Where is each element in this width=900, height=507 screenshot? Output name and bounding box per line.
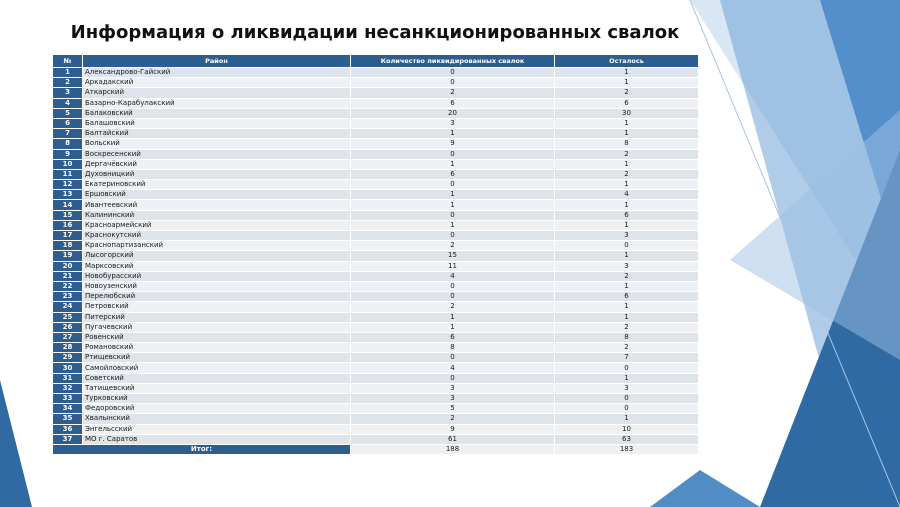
table-row <box>53 241 699 251</box>
liquidated-count: 4 <box>351 271 555 281</box>
remaining-count: 1 <box>555 414 699 424</box>
liquidated-count: 8 <box>351 343 555 353</box>
district-name: Ртищевский <box>83 353 351 363</box>
liquidated-count: 0 <box>351 292 555 302</box>
district-name: Балаковский <box>83 108 351 118</box>
table-row <box>53 363 699 373</box>
table-row <box>53 210 699 220</box>
row-number: 36 <box>53 424 83 434</box>
district-name: Татищевский <box>83 383 351 393</box>
remaining-count: 1 <box>555 200 699 210</box>
table-row <box>53 343 699 353</box>
liquidated-count: 1 <box>351 322 555 332</box>
row-number: 27 <box>53 332 83 342</box>
row-number: 33 <box>53 394 83 404</box>
table-row <box>53 220 699 230</box>
row-number: 5 <box>53 108 83 118</box>
table-row <box>53 302 699 312</box>
table-row <box>53 332 699 342</box>
row-number: 7 <box>53 129 83 139</box>
remaining-count: 2 <box>555 88 699 98</box>
district-name: Вольский <box>83 139 351 149</box>
row-number: 34 <box>53 404 83 414</box>
liquidated-count: 1 <box>351 312 555 322</box>
district-name: Перелюбский <box>83 292 351 302</box>
liquidated-count: 2 <box>351 414 555 424</box>
liquidated-count: 1 <box>351 129 555 139</box>
remaining-count: 1 <box>555 78 699 88</box>
district-name: Екатериновский <box>83 180 351 190</box>
district-name: Петровский <box>83 302 351 312</box>
row-number: 11 <box>53 169 83 179</box>
table-row <box>53 261 699 271</box>
district-name: Новобурасский <box>83 271 351 281</box>
page-title: Информация о ликвидации несанкционированных свалок <box>70 22 680 43</box>
table-row <box>53 190 699 200</box>
header-district: Район <box>83 55 351 68</box>
district-name: Ершовский <box>83 190 351 200</box>
header-liquidated: Количество ликвидированных свалок <box>351 55 555 68</box>
remaining-count: 6 <box>555 292 699 302</box>
liquidated-count: 3 <box>351 394 555 404</box>
row-number: 25 <box>53 312 83 322</box>
remaining-count: 2 <box>555 169 699 179</box>
row-number: 4 <box>53 98 83 108</box>
district-name: Самойловский <box>83 363 351 373</box>
row-number: 24 <box>53 302 83 312</box>
table-row <box>53 312 699 322</box>
liquidated-count: 0 <box>351 210 555 220</box>
remaining-count: 1 <box>555 159 699 169</box>
row-number: 12 <box>53 180 83 190</box>
table-row <box>53 88 699 98</box>
row-number: 35 <box>53 414 83 424</box>
row-number: 14 <box>53 200 83 210</box>
table-row <box>53 271 699 281</box>
district-name: Балтайский <box>83 129 351 139</box>
total-liquidated: 188 <box>351 444 555 454</box>
liquidated-count: 5 <box>351 404 555 414</box>
landfill-table <box>52 54 699 455</box>
liquidated-count: 1 <box>351 190 555 200</box>
district-name: Базарно-Карабулакский <box>83 98 351 108</box>
table-row <box>53 434 699 444</box>
table-row <box>53 373 699 383</box>
row-number: 2 <box>53 78 83 88</box>
district-name: Марксовский <box>83 261 351 271</box>
liquidated-count: 6 <box>351 332 555 342</box>
table-row <box>53 98 699 108</box>
row-number: 20 <box>53 261 83 271</box>
liquidated-count: 6 <box>351 98 555 108</box>
liquidated-count: 0 <box>351 231 555 241</box>
district-name: Энгельсский <box>83 424 351 434</box>
row-number: 10 <box>53 159 83 169</box>
remaining-count: 1 <box>555 220 699 230</box>
remaining-count: 1 <box>555 129 699 139</box>
remaining-count: 3 <box>555 261 699 271</box>
remaining-count: 2 <box>555 149 699 159</box>
remaining-count: 0 <box>555 394 699 404</box>
liquidated-count: 1 <box>351 159 555 169</box>
liquidated-count: 11 <box>351 261 555 271</box>
district-name: Александрово-Гайский <box>83 68 351 78</box>
table-row <box>53 424 699 434</box>
table-row <box>53 383 699 393</box>
district-name: Духовницкий <box>83 169 351 179</box>
remaining-count: 1 <box>555 302 699 312</box>
remaining-count: 0 <box>555 404 699 414</box>
table-body <box>53 68 699 455</box>
total-remaining: 183 <box>555 444 699 454</box>
remaining-count: 2 <box>555 271 699 281</box>
liquidated-count: 6 <box>351 169 555 179</box>
liquidated-count: 0 <box>351 353 555 363</box>
row-number: 19 <box>53 251 83 261</box>
liquidated-count: 2 <box>351 88 555 98</box>
remaining-count: 63 <box>555 434 699 444</box>
liquidated-count: 0 <box>351 180 555 190</box>
table-row <box>53 139 699 149</box>
district-name: Питерский <box>83 312 351 322</box>
remaining-count: 7 <box>555 353 699 363</box>
remaining-count: 1 <box>555 373 699 383</box>
district-name: МО г. Саратов <box>83 434 351 444</box>
remaining-count: 3 <box>555 231 699 241</box>
district-name: Ивантеевский <box>83 200 351 210</box>
remaining-count: 0 <box>555 363 699 373</box>
table-row <box>53 394 699 404</box>
table-row <box>53 281 699 291</box>
district-name: Дергачёвский <box>83 159 351 169</box>
remaining-count: 30 <box>555 108 699 118</box>
liquidated-count: 9 <box>351 139 555 149</box>
liquidated-count: 20 <box>351 108 555 118</box>
remaining-count: 2 <box>555 322 699 332</box>
row-number: 29 <box>53 353 83 363</box>
row-number: 28 <box>53 343 83 353</box>
district-name: Краснопартизанский <box>83 241 351 251</box>
remaining-count: 1 <box>555 312 699 322</box>
row-number: 13 <box>53 190 83 200</box>
row-number: 23 <box>53 292 83 302</box>
remaining-count: 8 <box>555 139 699 149</box>
remaining-count: 0 <box>555 241 699 251</box>
district-name: Краснокутский <box>83 231 351 241</box>
remaining-count: 10 <box>555 424 699 434</box>
row-number: 1 <box>53 68 83 78</box>
table-row <box>53 292 699 302</box>
table-row <box>53 404 699 414</box>
liquidated-count: 15 <box>351 251 555 261</box>
remaining-count: 6 <box>555 98 699 108</box>
row-number: 17 <box>53 231 83 241</box>
table-row <box>53 180 699 190</box>
liquidated-count: 0 <box>351 68 555 78</box>
row-number: 9 <box>53 149 83 159</box>
district-name: Воскресенский <box>83 149 351 159</box>
row-number: 16 <box>53 220 83 230</box>
remaining-count: 1 <box>555 180 699 190</box>
total-label: Итог: <box>53 444 351 454</box>
table-row <box>53 78 699 88</box>
row-number: 22 <box>53 281 83 291</box>
district-name: Аткарский <box>83 88 351 98</box>
table-row <box>53 68 699 78</box>
row-number: 32 <box>53 383 83 393</box>
remaining-count: 6 <box>555 210 699 220</box>
row-number: 21 <box>53 271 83 281</box>
remaining-count: 1 <box>555 281 699 291</box>
district-name: Красноармейский <box>83 220 351 230</box>
remaining-count: 1 <box>555 68 699 78</box>
district-name: Федоровский <box>83 404 351 414</box>
liquidated-count: 4 <box>351 363 555 373</box>
table-row <box>53 169 699 179</box>
liquidated-count: 1 <box>351 220 555 230</box>
remaining-count: 3 <box>555 383 699 393</box>
liquidated-count: 2 <box>351 241 555 251</box>
district-name: Аркадакский <box>83 78 351 88</box>
district-name: Хвалынский <box>83 414 351 424</box>
header-remaining: Осталось <box>555 55 699 68</box>
liquidated-count: 1 <box>351 200 555 210</box>
district-name: Советский <box>83 373 351 383</box>
district-name: Калининский <box>83 210 351 220</box>
row-number: 15 <box>53 210 83 220</box>
row-number: 37 <box>53 434 83 444</box>
district-name: Романовский <box>83 343 351 353</box>
row-number: 8 <box>53 139 83 149</box>
liquidated-count: 0 <box>351 281 555 291</box>
liquidated-count: 0 <box>351 78 555 88</box>
table-row <box>53 322 699 332</box>
table-row <box>53 129 699 139</box>
table-row <box>53 108 699 118</box>
total-row <box>53 444 699 454</box>
liquidated-count: 9 <box>351 424 555 434</box>
row-number: 6 <box>53 118 83 128</box>
liquidated-count: 3 <box>351 383 555 393</box>
district-name: Лысогорский <box>83 251 351 261</box>
district-name: Ровенский <box>83 332 351 342</box>
table-row <box>53 149 699 159</box>
row-number: 3 <box>53 88 83 98</box>
row-number: 30 <box>53 363 83 373</box>
remaining-count: 1 <box>555 251 699 261</box>
liquidated-count: 0 <box>351 149 555 159</box>
row-number: 31 <box>53 373 83 383</box>
table-header-row <box>53 55 699 68</box>
liquidated-count: 2 <box>351 302 555 312</box>
liquidated-count: 0 <box>351 373 555 383</box>
liquidated-count: 61 <box>351 434 555 444</box>
table-row <box>53 231 699 241</box>
row-number: 26 <box>53 322 83 332</box>
liquidated-count: 3 <box>351 118 555 128</box>
remaining-count: 4 <box>555 190 699 200</box>
district-name: Пугачевский <box>83 322 351 332</box>
district-name: Турковский <box>83 394 351 404</box>
table-row <box>53 251 699 261</box>
table-row <box>53 353 699 363</box>
district-name: Новоузенский <box>83 281 351 291</box>
row-number: 18 <box>53 241 83 251</box>
table-row <box>53 414 699 424</box>
table-row <box>53 159 699 169</box>
header-number: № <box>53 55 83 68</box>
table-row <box>53 200 699 210</box>
remaining-count: 2 <box>555 343 699 353</box>
remaining-count: 8 <box>555 332 699 342</box>
remaining-count: 1 <box>555 118 699 128</box>
table-row <box>53 118 699 128</box>
district-name: Балашовский <box>83 118 351 128</box>
